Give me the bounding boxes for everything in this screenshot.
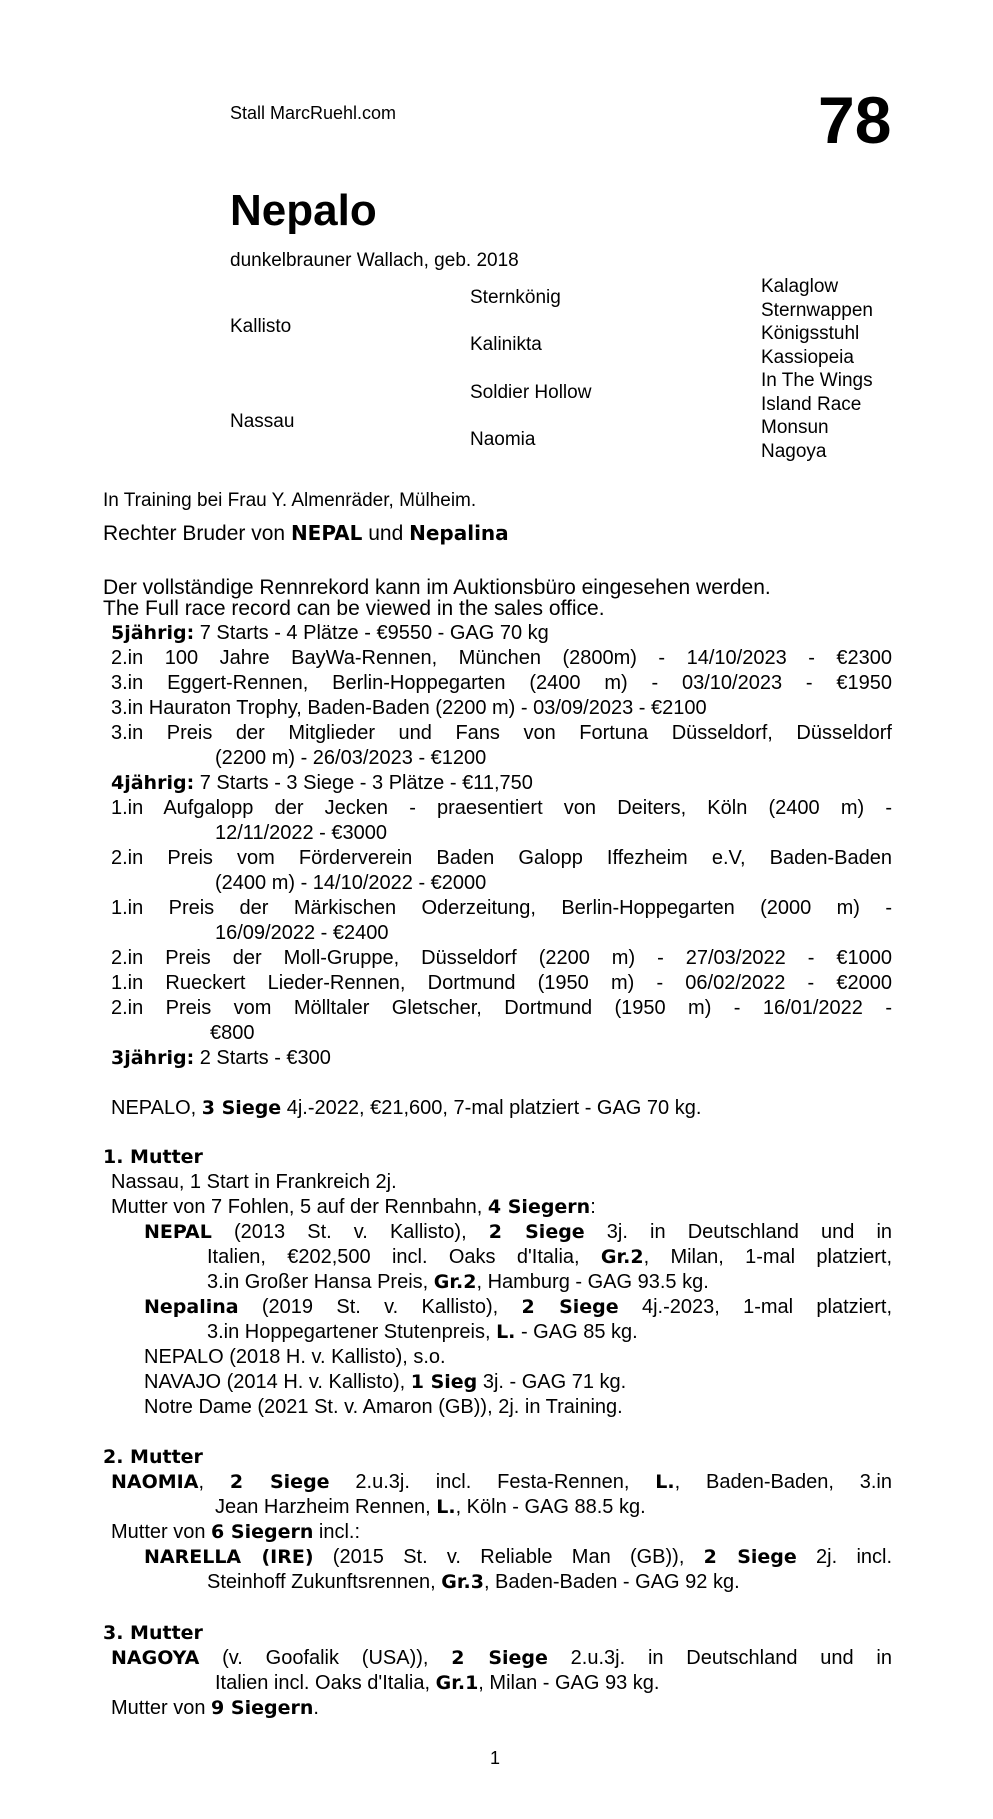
section-heading: 1. Mutter [103,1146,203,1168]
offspring-entry: NARELLA (IRE) (2015 St. v. Reliable Man (GB)), 2 Siege 2j. incl. [144,1546,893,1568]
race-entry: 2.in Preis vom Förderverein Baden Galopp Iffezheim e.V, Baden-Baden [111,847,892,869]
sire-dam: Kalinikta [470,334,542,355]
offspring-entry-cont: Steinhoff Zukunftsrennen, Gr.3, Baden-Baden - GAG 92 kg. [207,1571,740,1593]
offspring-entry-cont: Italien, €202,500 incl. Oaks d'Italia, Gr.2, Milan, 1-mal platziert, [207,1246,892,1268]
race-entry-cont: €800 [210,1022,255,1044]
dam-sire: Soldier Hollow [470,382,592,403]
race-entry: 3.in Preis der Mitglieder und Fans von Fortuna Düsseldorf, Düsseldorf [111,722,892,744]
ancestor: Monsun [761,417,829,438]
race-entry: 1.in Aufgalopp der Jecken - praesentiert von Deiters, Köln (2400 m) - [111,797,892,819]
section-heading: 3. Mutter [103,1622,203,1644]
record-note-de: Der vollständige Rennrekord kann im Auktionsbüro eingesehen werden. [103,576,771,599]
race-entry: 2.in Preis vom Mölltaler Gletscher, Dortmund (1950 m) - 16/01/2022 - [111,997,892,1019]
offspring-entry: Nepalina (2019 St. v. Kallisto), 2 Siege 4j.-2023, 1-mal platziert, [144,1296,892,1318]
dam-info-cont: Jean Harzheim Rennen, L., Köln - GAG 88.5 kg. [215,1496,646,1518]
page-number: 1 [490,1748,501,1768]
dam-info: NAOMIA, 2 Siege 2.u.3j. incl. Festa-Rennen, L., Baden-Baden, 3.in [111,1471,892,1493]
ancestor: Königsstuhl [761,323,860,344]
race-entry-cont: (2200 m) - 26/03/2023 - €1200 [215,747,487,769]
dam: Nassau [230,411,295,432]
race-entry: 3.in Eggert-Rennen, Berlin-Hoppegarten (2400 m) - 03/10/2023 - €1950 [111,672,892,694]
offspring-entry: NAVAJO (2014 H. v. Kallisto), 1 Sieg 3j. - GAG 71 kg. [144,1371,627,1393]
sibling-name: NEPAL [290,521,363,545]
ancestor: Sternwappen [761,300,873,321]
dam-dam: Naomia [470,429,536,450]
dam-info: Nassau, 1 Start in Frankreich 2j. [111,1171,397,1193]
career-summary: NEPALO, 3 Siege 4j.-2022, €21,600, 7-mal platziert - GAG 70 kg. [111,1097,702,1119]
offspring-entry-cont: 3.in Hoppegartener Stutenpreis, L. - GAG 85 kg. [207,1321,638,1343]
race-entry-cont: 12/11/2022 - €3000 [215,822,388,844]
race-entry: 1.in Rueckert Lieder-Rennen, Dortmund (1950 m) - 06/02/2022 - €2000 [111,972,892,994]
dam-produce: Mutter von 9 Siegern. [111,1697,319,1719]
horse-description: dunkelbrauner Wallach, geb. 2018 [230,250,519,271]
dam-info: NAGOYA (v. Goofalik (USA)), 2 Siege 2.u.3j. in Deutschland und in [111,1647,892,1669]
race-entry-cont: 16/09/2022 - €2400 [215,922,389,944]
ancestor: In The Wings [761,370,873,391]
offspring-entry: NEPAL (2013 St. v. Kallisto), 2 Siege 3j. in Deutschland und in [144,1221,893,1243]
offspring-entry-cont: 3.in Großer Hansa Preis, Gr.2, Hamburg - GAG 93.5 kg. [207,1271,709,1293]
race-entry: 2.in Preis der Moll-Gruppe, Düsseldorf (2200 m) - 27/03/2022 - €1000 [111,947,892,969]
ancestor: Kalaglow [761,276,839,297]
training-info: In Training bei Frau Y. Almenräder, Mülheim. [103,490,477,511]
race-entry-cont: (2400 m) - 14/10/2022 - €2000 [215,872,487,894]
record-note-en: The Full race record can be viewed in the sales office. [103,597,605,620]
age-summary: 3jährig: 2 Starts - €300 [111,1047,331,1069]
age-summary: 4jährig: 7 Starts - 3 Siege - 3 Plätze - €11,750 [111,772,533,794]
sibling-name: Nepalina [409,521,509,545]
race-entry: 2.in 100 Jahre BayWa-Rennen, München (2800m) - 14/10/2023 - €2300 [111,647,892,669]
offspring-entry: Notre Dame (2021 St. v. Amaron (GB)), 2j. in Training. [144,1396,623,1418]
dam-produce: Mutter von 7 Fohlen, 5 auf der Rennbahn, 4 Siegern: [111,1196,596,1218]
sire: Kallisto [230,316,292,337]
sire-sire: Sternkönig [470,287,561,308]
offspring-entry: NEPALO (2018 H. v. Kallisto), s.o. [144,1346,446,1368]
age-summary: 5jährig: 7 Starts - 4 Plätze - €9550 - GAG 70 kg [111,622,549,644]
ancestor: Kassiopeia [761,347,854,368]
race-entry: 1.in Preis der Märkischen Oderzeitung, Berlin-Hoppegarten (2000 m) - [111,897,892,919]
ancestor: Island Race [761,394,862,415]
stable-name: Stall MarcRuehl.com [230,103,397,123]
dam-info-cont: Italien incl. Oaks d'Italia, Gr.1, Milan - GAG 93 kg. [215,1672,660,1694]
race-entry: 3.in Hauraton Trophy, Baden-Baden (2200 m) - 03/09/2023 - €2100 [111,697,707,719]
sibling-note: Rechter Bruder von NEPAL und Nepalina [103,521,509,545]
horse-name: Nepalo [230,186,377,235]
dam-produce: Mutter von 6 Siegern incl.: [111,1521,361,1543]
lot-number: 78 [818,83,892,157]
ancestor: Nagoya [761,441,827,462]
section-heading: 2. Mutter [103,1446,203,1468]
